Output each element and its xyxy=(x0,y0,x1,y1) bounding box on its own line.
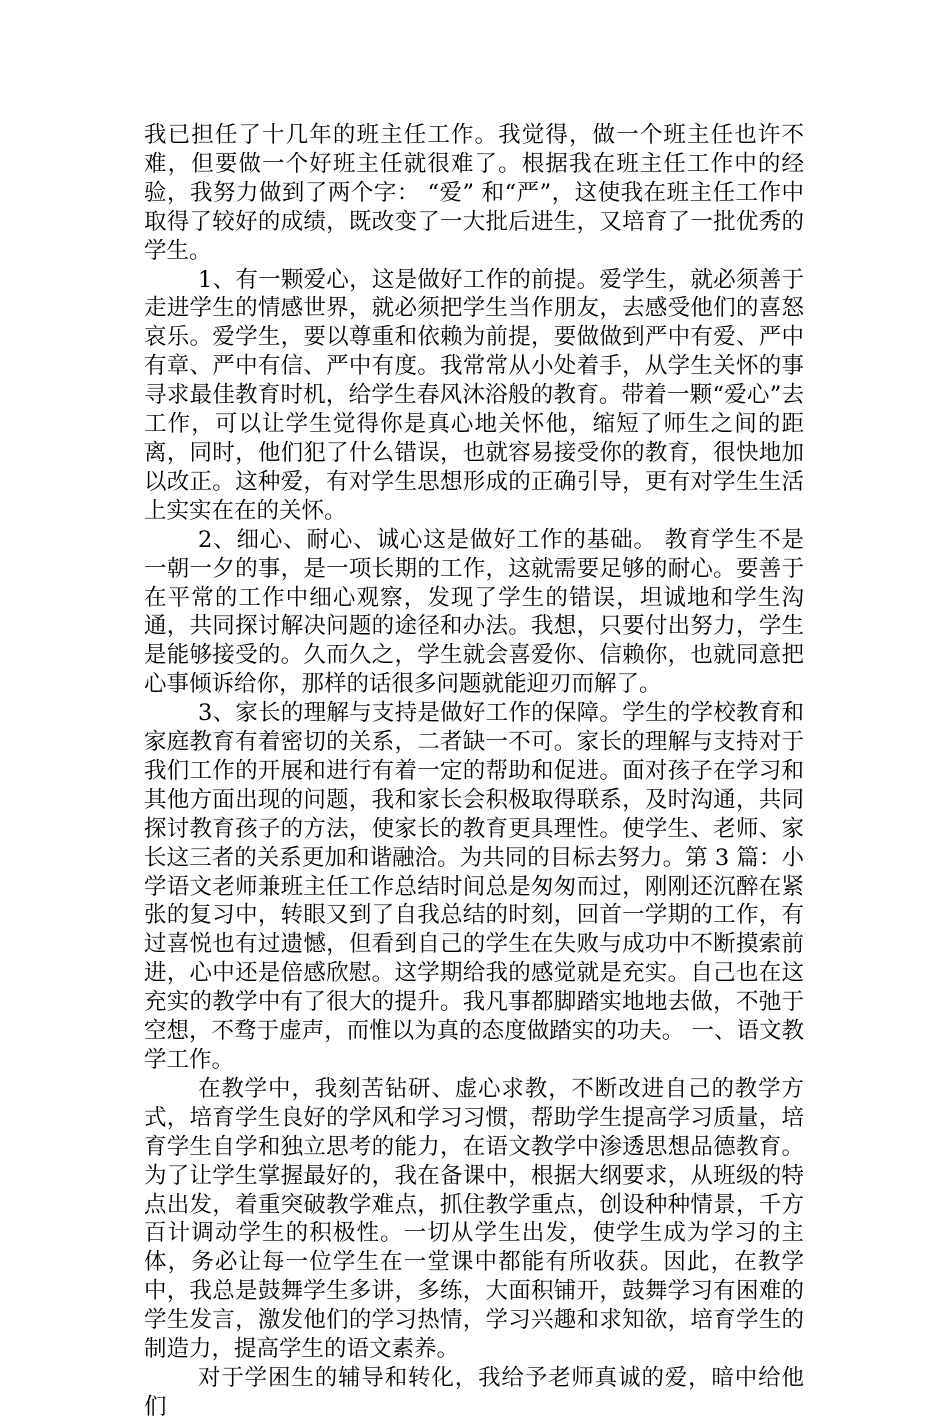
paragraph-point-3: 3、家长的理解与支持是做好工作的保障。学生的学校教育和家庭教育有着密切的关系，二者缺一不可。家长的理解与支持对于我们工作的开展和进行有着一定的帮助和促进。面对孩子在学习和其他方面出现的问题，我和家长会积极取得联系，及时沟通，共同探讨教育孩子的方法，使家长的教育更具理性。使学生、老师、家长这三者的关系更加和谐融洽。为共同的目标去努力。第 3 篇：小学语文老师兼班主任工作总结时间总是匆匆而过，刚刚还沉醉在紧张的复习中，转眼又到了自我总结的时刻，回首一学期的工作，有过喜悦也有过遗憾，但看到自己的学生在失败与成功中不断摸索前进，心中还是倍感欣慰。这学期给我的感觉就是充实。自己也在这充实的教学中有了很大的提升。我凡事都脚踏实地地去做，不弛于空想，不骛于虚声，而惟以为真的态度做踏实的功夫。 一、语文教学工作。 xyxy=(144,700,804,1073)
paragraph-intro: 我已担任了十几年的班主任工作。我觉得，做一个班主任也许不难，但要做一个好班主任就很难了。根据我在班主任工作中的经验，我努力做到了两个字： “爱” 和“严”，这使我在班主任工作中取得了较好的成绩，既改变了一大批后进生，又培育了一批优秀的学生。 xyxy=(144,122,804,264)
paragraph-teaching: 在教学中，我刻苦钻研、虚心求教，不断改进自己的教学方式，培育学生良好的学风和学习习惯，帮助学生提高学习质量，培育学生自学和独立思考的能力，在语文教学中渗透思想品德教育。为了让学生掌握最好的，我在备课中，根据大纲要求，从班级的特点出发，着重突破教学难点，抓住教学重点，创设种种情景，千方百计调动学生的积极性。一切从学生出发，使学生成为学习的主体，务必让每一位学生在一堂课中都能有所收获。因此，在教学中，我总是鼓舞学生多讲，多练，大面积铺开，鼓舞学习有困难的学生发言，激发他们的学习热情，学习兴趣和求知欲，培育学生的制造力，提高学生的语文素养。 xyxy=(144,1075,804,1363)
paragraph-point-1: 1、有一颗爱心，这是做好工作的前提。爱学生，就必须善于走进学生的情感世界，就必须把学生当作朋友，去感受他们的喜怒哀乐。爱学生，要以尊重和依赖为前提，要做做到严中有爱、严中有章、严中有信、严中有度。我常常从小处着手，从学生关怀的事寻求最佳教育时机，给学生春风沐浴般的教育。带着一颗“爱心”去工作，可以让学生觉得你是真心地关怀他，缩短了师生之间的距离，同时，他们犯了什么错误，也就容易接受你的教育，很快地加以改正。这种爱，有对学生思想形成的正确引导，更有对学生生活上实实在在的关怀。 xyxy=(144,266,804,524)
paragraph-point-2: 2、细心、耐心、诚心这是做好工作的基础。 教育学生不是一朝一夕的事，是一项长期的工作，这就需要足够的耐心。要善于在平常的工作中细心观察，发现了学生的错误，坦诚地和学生沟通，共同探讨解决问题的途径和办法。我想，只要付出努力，学生是能够接受的。久而久之，学生就会喜爱你、信赖你，也就同意把心事倾诉给你，那样的话很多问题就能迎刃而解了。 xyxy=(144,526,804,698)
document-body xyxy=(144,121,804,1422)
paragraph-tutoring: 对于学困生的辅导和转化，我给予老师真诚的爱，暗中给他们 xyxy=(144,1364,804,1420)
